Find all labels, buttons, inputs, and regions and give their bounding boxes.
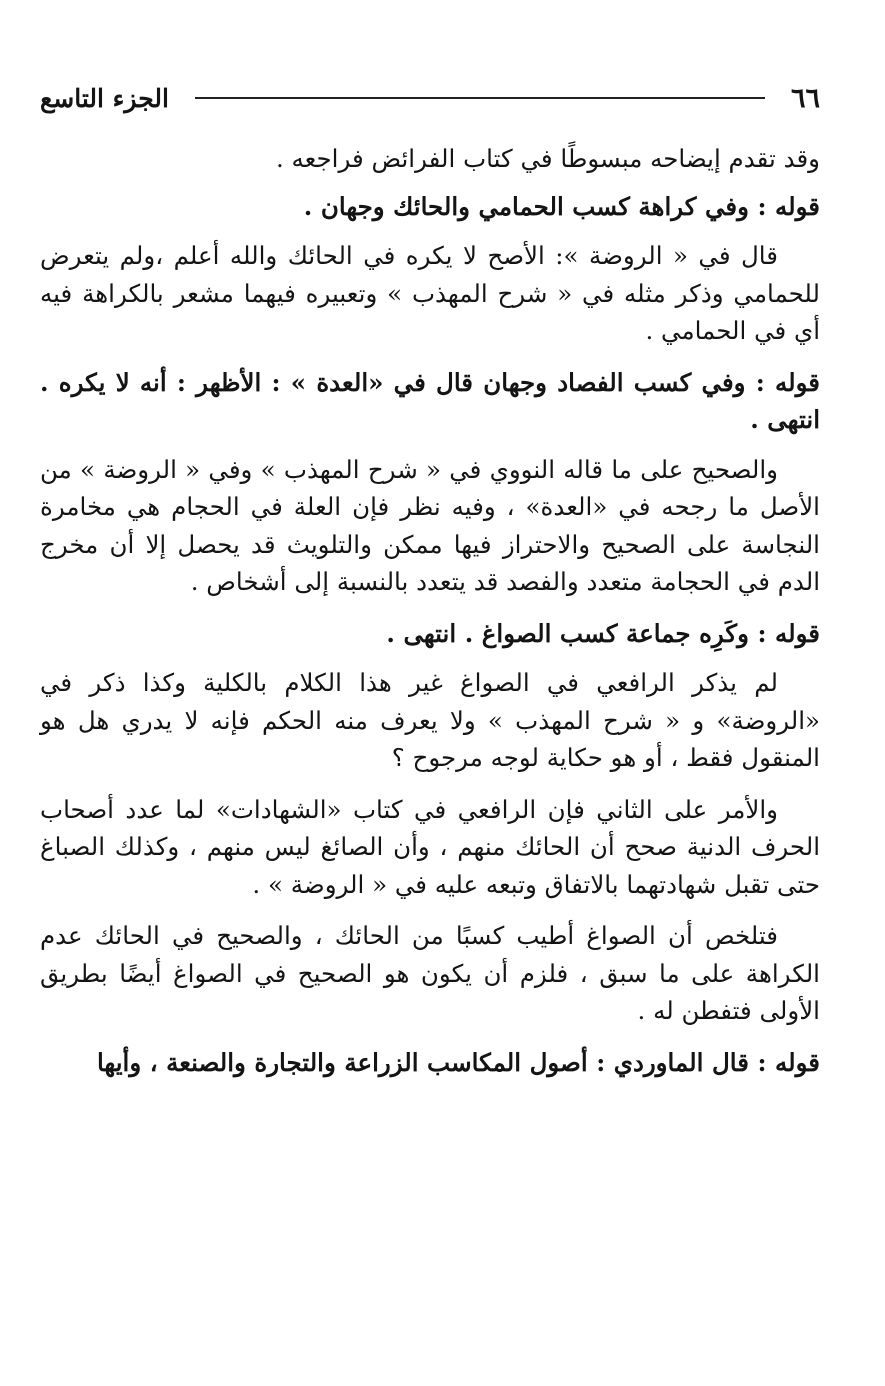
paragraph: وقد تقدم إيضاحه مبسوطًا في كتاب الفرائض فراجعه .	[275, 144, 820, 173]
page-number: ٦٦	[790, 82, 820, 114]
header-rule	[195, 97, 765, 99]
paragraph: والصحيح على ما قاله النووي في « شرح المهذب » وفي « الروضة » من الأصل ما رجحه في «العدة» ، وفيه نظر فإن العلة في الحجام هي مخامرة النجاسة على الصحيح والاحتراز فيها ممكن والتلويث قد يحصل إلا أن مخرج الدم في الحجامة متعدد والفصد قد يتعدد بالنسبة إلى أشخاص .	[40, 454, 820, 596]
book-page	[40, 0, 820, 1386]
page-body	[40, 140, 820, 1093]
paragraph: فتلخص أن الصواغ أطيب كسبًا من الحائك ، والصحيح في الحائك عدم الكراهة على ما سبق ، فلزم أن يكون هو الصحيح في الصواغ أيضًا بطريق الأولى فتفطن له .	[40, 921, 820, 1025]
section-heading: قوله : وكَرِه جماعة كسب الصواغ . انتهى .	[386, 618, 820, 648]
running-title: الجزء التاسع	[40, 83, 169, 113]
paragraph: قال في « الروضة »: الأصح لا يكره في الحائك والله أعلم ،ولم يتعرض للحمامي وذكر مثله في « شرح المهذب » وتعبيره فيهما مشعر بالكراهة فيه أي في الحمامي .	[40, 241, 820, 345]
section-heading: قوله : وفي كراهة كسب الحمامي والحائك وجهان .	[303, 191, 820, 221]
section-heading: قوله : وفي كسب الفصاد وجهان قال في «العدة » : الأظهر : أنه لا يكره . انتهى .	[40, 367, 820, 434]
paragraph: لم يذكر الرافعي في الصواغ غير هذا الكلام بالكلية وكذا ذكر في «الروضة» و « شرح المهذب » ولا يعرف منه الحكم فإنه لا يدري هل هو المنقول فقط ، أو هو حكاية لوجه مرجوح ؟	[40, 668, 820, 772]
page-header	[40, 78, 820, 118]
paragraph: والأمر على الثاني فإن الرافعي في كتاب «الشهادات» لما عدد أصحاب الحرف الدنية صحح أن الحائك منهم ، وأن الصائغ ليس منهم ، وكذلك الصباغ حتى تقبل شهادتهما بالاتفاق وتبعه عليه في « الروضة » .	[40, 794, 820, 899]
section-heading: قوله : قال الماوردي : أصول المكاسب الزراعة والتجارة والصنعة ، وأيها	[96, 1047, 820, 1077]
